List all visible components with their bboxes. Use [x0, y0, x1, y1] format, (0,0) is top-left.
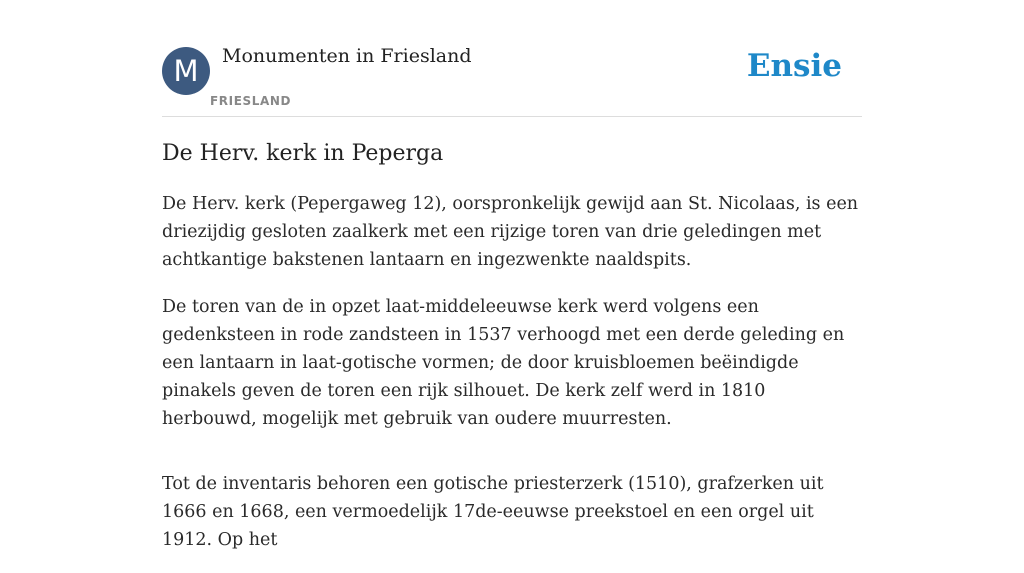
- article-paragraph: De toren van de in opzet laat-middeleeuwse kerk werd volgens een gedenksteen in rode zandsteen in 1537 verhoogd met een derde geleding en een lantaarn in laat-gotische vormen; de door kruisbloemen beëindigde pinakels geven de toren een rijk silhouet. De kerk zelf werd in 1810 herbouwd, mogelijk met gebruik van oudere muurresten.: [162, 297, 845, 429]
- brand-logo[interactable]: Ensie: [746, 48, 842, 84]
- article: [162, 138, 862, 573]
- collection-region[interactable]: FRIESLAND: [210, 94, 292, 108]
- avatar[interactable]: M: [162, 47, 210, 95]
- article-title: De Herv. kerk in Peperga: [162, 141, 444, 166]
- article-paragraph: De Herv. kerk (Pepergaweg 12), oorspronkelijk gewijd aan St. Nicolaas, is een driezijdig gesloten zaalkerk met een rijzige toren van drie geledingen met achtkantige bakstenen lantaarn en ingezwenkte naaldspits.: [162, 194, 859, 270]
- header: [162, 40, 862, 117]
- article-paragraph: Tot de inventaris behoren een gotische priesterzerk (1510), grafzerken uit 1666 en 1668, een vermoedelijk 17de-eeuwse preekstoel en een orgel uit 1912. Op het: [162, 474, 824, 550]
- collection-title[interactable]: Monumenten in Friesland: [222, 45, 472, 67]
